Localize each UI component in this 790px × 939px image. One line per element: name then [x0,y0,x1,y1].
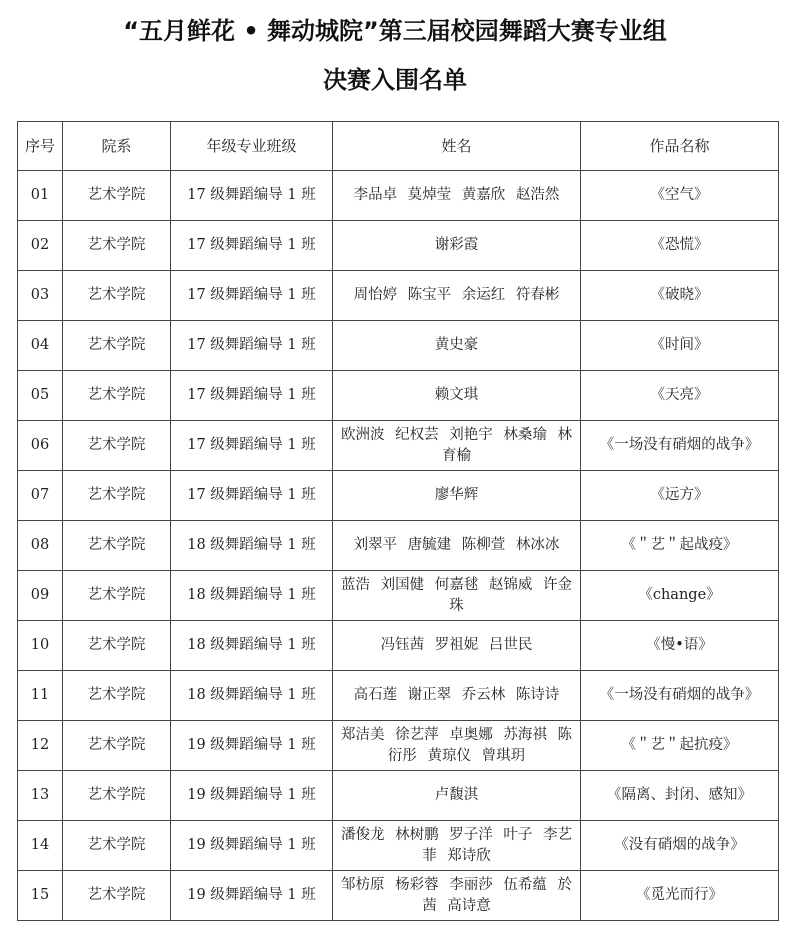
cell-college: 艺术学院 [63,421,171,471]
cell-names: 谢彩霞 [333,221,581,271]
cell-work: 《＂艺＂起抗疫》 [581,721,779,771]
cell-work: 《觅光而行》 [581,871,779,921]
table-row [18,871,779,921]
cell-college: 艺术学院 [63,321,171,371]
cell-college: 艺术学院 [63,721,171,771]
cell-no: 12 [18,721,63,771]
header-work: 作品名称 [581,122,779,171]
cell-work: 《没有硝烟的战争》 [581,821,779,871]
cell-work: 《空气》 [581,171,779,221]
cell-class: 19 级舞蹈编导 1 班 [171,871,333,921]
header-no: 序号 [18,122,63,171]
cell-work: 《天亮》 [581,371,779,421]
finalist-table [17,121,779,921]
cell-class: 17 级舞蹈编导 1 班 [171,321,333,371]
cell-college: 艺术学院 [63,471,171,521]
cell-names: 郑洁美 徐艺萍 卓奥娜 苏海祺 陈衍彤 黄琼仪 曾琪玥 [333,721,581,771]
cell-names: 潘俊龙 林树鹏 罗子洋 叶子 李艺菲 郑诗欣 [333,821,581,871]
table-row [18,821,779,871]
cell-college: 艺术学院 [63,621,171,671]
cell-class: 18 级舞蹈编导 1 班 [171,621,333,671]
cell-no: 13 [18,771,63,821]
cell-college: 艺术学院 [63,271,171,321]
cell-no: 02 [18,221,63,271]
cell-college: 艺术学院 [63,221,171,271]
cell-names: 赖文琪 [333,371,581,421]
cell-class: 17 级舞蹈编导 1 班 [171,271,333,321]
cell-college: 艺术学院 [63,771,171,821]
table-row [18,621,779,671]
table-row [18,321,779,371]
cell-no: 06 [18,421,63,471]
table-row [18,171,779,221]
cell-work: 《时间》 [581,321,779,371]
cell-work: 《隔离、封闭、感知》 [581,771,779,821]
cell-no: 14 [18,821,63,871]
document-title: “五月鲜花 • 舞动城院”第三届校园舞蹈大赛专业组 [123,17,667,45]
cell-class: 17 级舞蹈编导 1 班 [171,221,333,271]
table-row [18,771,779,821]
cell-no: 15 [18,871,63,921]
cell-names: 邹枋原 杨彩蓉 李丽莎 伍希蕴 於茜 高诗意 [333,871,581,921]
cell-names: 刘翠平 唐毓建 陈柳萱 林冰冰 [333,521,581,571]
cell-names: 周怡婷 陈宝平 余运红 符春彬 [333,271,581,321]
cell-college: 艺术学院 [63,871,171,921]
cell-names: 黄史豪 [333,321,581,371]
cell-class: 17 级舞蹈编导 1 班 [171,471,333,521]
cell-college: 艺术学院 [63,821,171,871]
cell-class: 17 级舞蹈编导 1 班 [171,171,333,221]
cell-names: 欧洲波 纪权芸 刘艳宇 林桑瑜 林育榆 [333,421,581,471]
cell-work: 《恐慌》 [581,221,779,271]
cell-class: 19 级舞蹈编导 1 班 [171,771,333,821]
cell-college: 艺术学院 [63,521,171,571]
table-row [18,671,779,721]
cell-names: 高石莲 谢正翠 乔云林 陈诗诗 [333,671,581,721]
table-row [18,571,779,621]
cell-names: 廖华辉 [333,471,581,521]
table-row [18,721,779,771]
header-college: 院系 [63,122,171,171]
cell-names: 冯钰茜 罗祖妮 吕世民 [333,621,581,671]
cell-no: 09 [18,571,63,621]
header-class: 年级专业班级 [171,122,333,171]
cell-no: 04 [18,321,63,371]
cell-college: 艺术学院 [63,571,171,621]
cell-no: 08 [18,521,63,571]
cell-work: 《change》 [581,571,779,621]
cell-work: 《一场没有硝烟的战争》 [581,421,779,471]
cell-class: 17 级舞蹈编导 1 班 [171,421,333,471]
cell-work: 《远方》 [581,471,779,521]
cell-work: 《＂艺＂起战疫》 [581,521,779,571]
table-row [18,521,779,571]
cell-no: 01 [18,171,63,221]
table-row [18,221,779,271]
cell-no: 10 [18,621,63,671]
cell-no: 11 [18,671,63,721]
cell-no: 03 [18,271,63,321]
cell-names: 卢馥淇 [333,771,581,821]
cell-work: 《慢•语》 [581,621,779,671]
cell-class: 18 级舞蹈编导 1 班 [171,671,333,721]
cell-college: 艺术学院 [63,371,171,421]
table-row [18,371,779,421]
table-header-row [18,122,779,171]
document-subtitle: 决赛入围名单 [323,66,467,94]
cell-class: 17 级舞蹈编导 1 班 [171,371,333,421]
cell-class: 18 级舞蹈编导 1 班 [171,571,333,621]
table-row [18,471,779,521]
table-row [18,271,779,321]
cell-college: 艺术学院 [63,671,171,721]
cell-no: 05 [18,371,63,421]
cell-work: 《破晓》 [581,271,779,321]
cell-class: 19 级舞蹈编导 1 班 [171,721,333,771]
header-names: 姓名 [333,122,581,171]
cell-no: 07 [18,471,63,521]
cell-work: 《一场没有硝烟的战争》 [581,671,779,721]
cell-college: 艺术学院 [63,171,171,221]
cell-names: 蓝浩 刘国健 何嘉毬 赵锦威 许金珠 [333,571,581,621]
cell-names: 李品卓 莫焯莹 黄嘉欣 赵浩然 [333,171,581,221]
cell-class: 18 级舞蹈编导 1 班 [171,521,333,571]
table-row [18,421,779,471]
cell-class: 19 级舞蹈编导 1 班 [171,821,333,871]
